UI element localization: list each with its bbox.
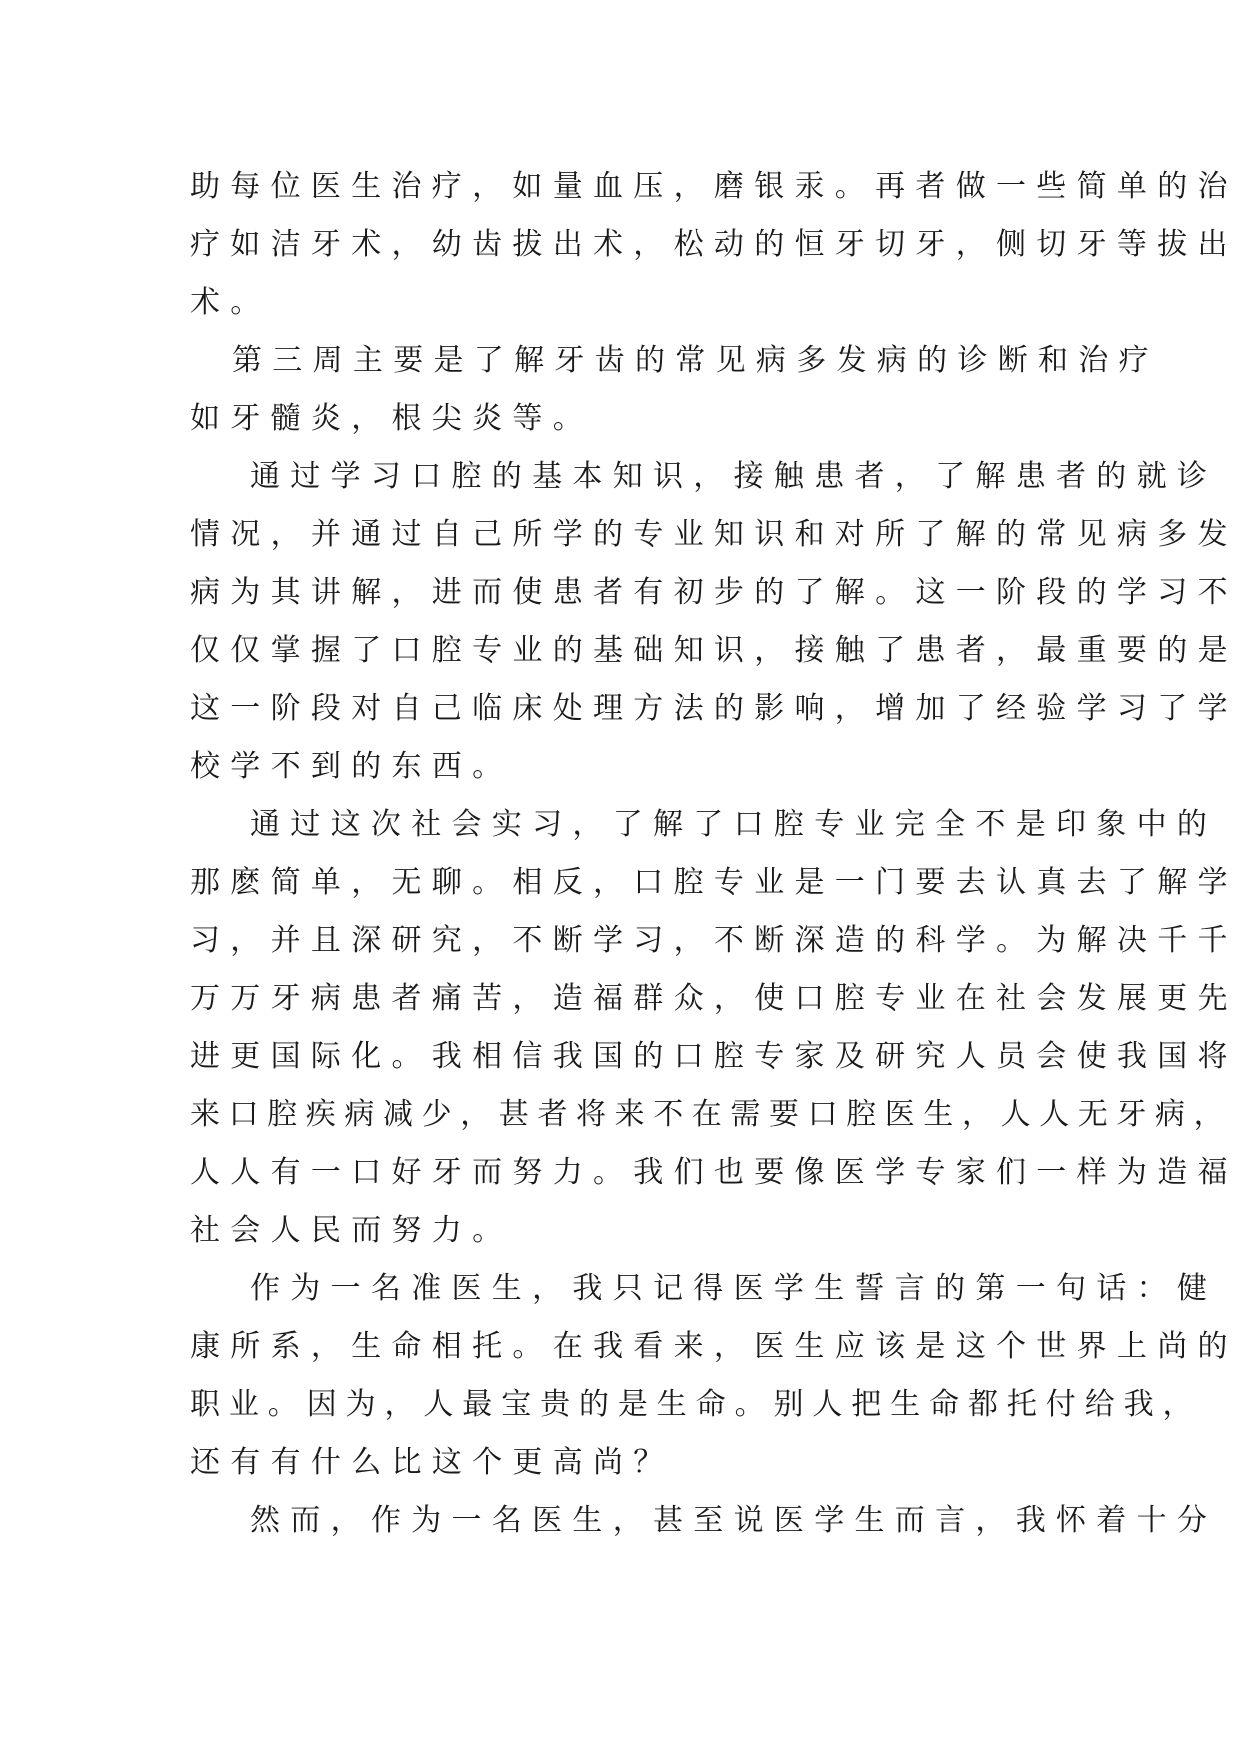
text-line: 情况，并通过自己所学的专业知识和对所了解的常见病多发 <box>190 517 1238 552</box>
text-line: 病为其讲解，进而使患者有初步的了解。这一阶段的学习不 <box>190 575 1238 610</box>
text-line: 疗如洁牙术，幼齿拔出术，松动的恒牙切牙，侧切牙等拔出 <box>190 227 1238 262</box>
text-line: 作为一名准医生，我只记得医学生誓言的第一句话：健 <box>250 1271 1218 1306</box>
text-line: 社会人民而努力。 <box>190 1213 513 1248</box>
text-line: 那麽简单，无聊。相反，口腔专业是一门要去认真去了解学 <box>190 865 1238 900</box>
text-line: 然而，作为一名医生，甚至说医学生而言，我怀着十分 <box>250 1503 1218 1538</box>
text-line: 助每位医生治疗，如量血压，磨银汞。再者做一些简单的治 <box>190 169 1238 204</box>
text-line: 万万牙病患者痛苦，造福群众，使口腔专业在社会发展更先 <box>190 981 1238 1016</box>
text-line: 仅仅掌握了口腔专业的基础知识，接触了患者，最重要的是 <box>190 633 1238 668</box>
text-line: 这一阶段对自己临床处理方法的影响，增加了经验学习了学 <box>190 691 1238 726</box>
text-line: 职业。因为，人最宝贵的是生命。别人把生命都托付给我， <box>190 1387 1202 1422</box>
text-line: 校学不到的东西。 <box>190 749 513 784</box>
text-line: 如牙髓炎，根尖炎等。 <box>190 401 593 436</box>
text-line: 通过这次社会实习，了解了口腔专业完全不是印象中的 <box>250 807 1218 842</box>
text-line: 第三周主要是了解牙齿的常见病多发病的诊断和治疗 <box>232 343 1159 378</box>
text-line: 进更国际化。我相信我国的口腔专家及研究人员会使我国将 <box>190 1039 1238 1074</box>
text-line: 习，并且深研究，不断学习，不断深造的科学。为解决千千 <box>190 923 1238 958</box>
text-line: 通过学习口腔的基本知识，接触患者，了解患者的就诊 <box>250 459 1218 494</box>
text-line: 人人有一口好牙而努力。我们也要像医学专家们一样为造福 <box>190 1155 1238 1190</box>
text-line: 术。 <box>190 285 271 320</box>
text-line: 来口腔疾病减少，甚者将来不在需要口腔医生，人人无牙病， <box>190 1097 1233 1132</box>
text-line: 还有有什么比这个更高尚？ <box>190 1445 674 1480</box>
text-line: 康所系，生命相托。在我看来，医生应该是这个世界上尚的 <box>190 1329 1238 1364</box>
body-text <box>190 158 1238 1550</box>
